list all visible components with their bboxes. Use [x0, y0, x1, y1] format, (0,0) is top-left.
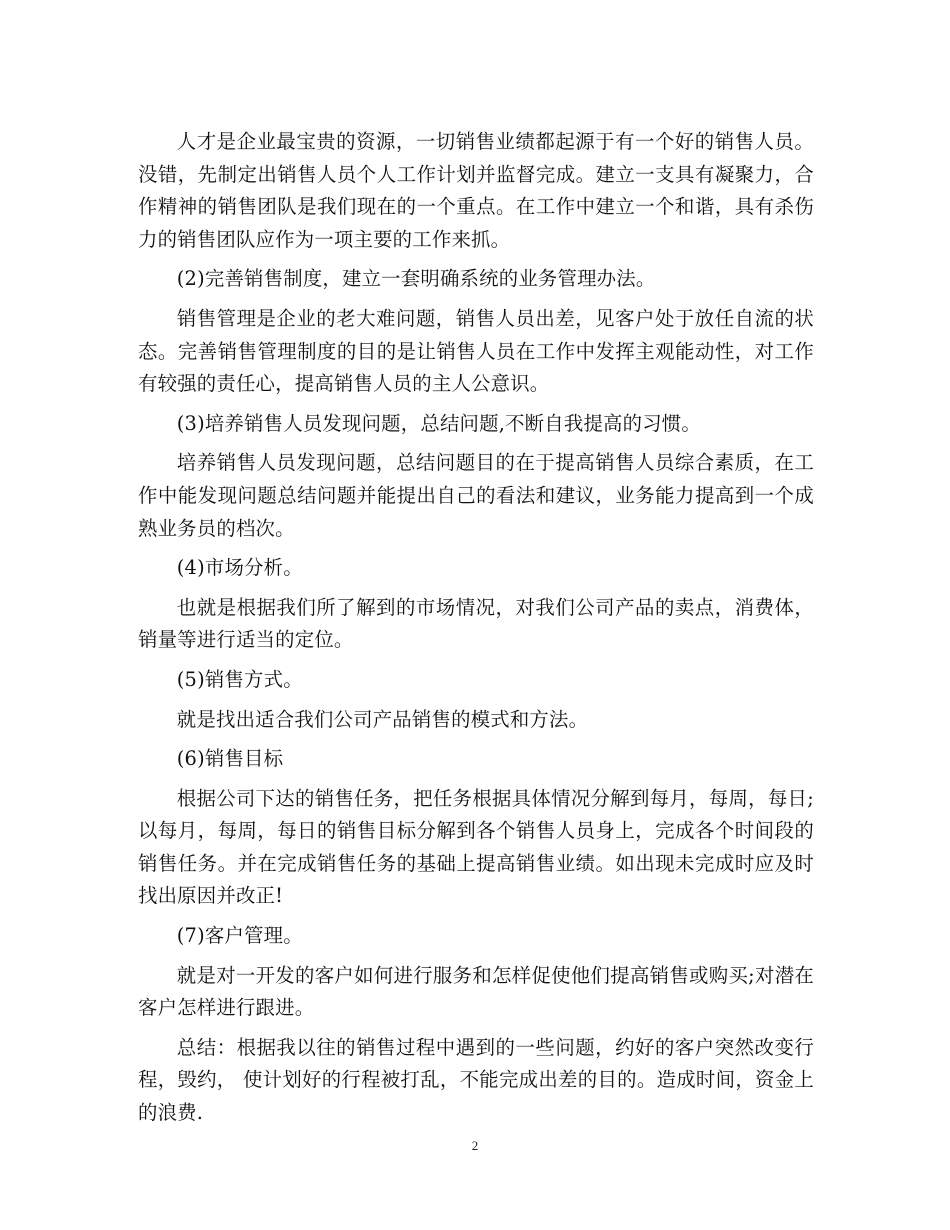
paragraph-talent: 人才是企业最宝贵的资源，一切销售业绩都起源于有一个好的销售人员。没错，先制定出销售人员个人工作计划并监督完成。建立一支具有凝聚力，合作精神的销售团队是我们现在的一个重点。在工作中建立一个和谐，具有杀伤力的销售团队应作为一项主要的工作来抓。: [138, 130, 814, 251]
paragraph-sales-method: 就是找出适合我们公司产品销售的模式和方法。: [176, 707, 589, 731]
page-number: 2: [471, 1138, 479, 1153]
paragraph-problem-habits: 培养销售人员发现问题，总结问题目的在于提高销售人员综合素质，在工作中能发现问题总结问题并能提出自己的看法和建议，业务能力提高到一个成熟业务员的档次。: [138, 451, 814, 540]
heading-sales-target: (6)销售目标: [176, 747, 284, 771]
heading-sales-system: (2)完善销售制度，建立一套明确系统的业务管理办法。: [176, 267, 656, 291]
document-body: [138, 126, 814, 1137]
paragraph-customer-management: 就是对一开发的客户如何进行服务和怎样促使他们提高销售或购买;对潜在客户怎样进行跟进。: [138, 963, 814, 1020]
heading-problem-habits: (3)培养销售人员发现问题，总结问题,不断自我提高的习惯。: [176, 411, 701, 435]
heading-market-analysis: (4)市场分析。: [176, 556, 303, 580]
paragraph-sales-target: 根据公司下达的销售任务，把任务根据具体情况分解到每月，每周，每日;以每月，每周，每日的销售目标分解到各个销售人员身上，完成各个时间段的销售任务。并在完成销售任务的基础上提高销售业绩。如出现未完成时应及时找出原因并改正!: [138, 786, 814, 908]
heading-customer-management: (7)客户管理。: [176, 924, 303, 948]
paragraph-sales-management: 销售管理是企业的老大难问题，销售人员出差，见客户处于放任自流的状态。完善销售管理制度的目的是让销售人员在工作中发挥主观能动性，对工作有较强的责任心，提高销售人员的主人公意识。: [138, 306, 814, 396]
heading-sales-method: (5)销售方式。: [176, 667, 303, 691]
paragraph-summary: 总结：根据我以往的销售过程中遇到的一些问题，约好的客户突然改变行程，毁约， 使计划好的行程被打乱，不能完成出差的目的。造成时间，资金上的浪费.: [138, 1035, 814, 1125]
paragraph-market-analysis: 也就是根据我们所了解到的市场情况，对我们公司产品的卖点，消费体，销量等进行适当的定位。: [138, 595, 814, 652]
